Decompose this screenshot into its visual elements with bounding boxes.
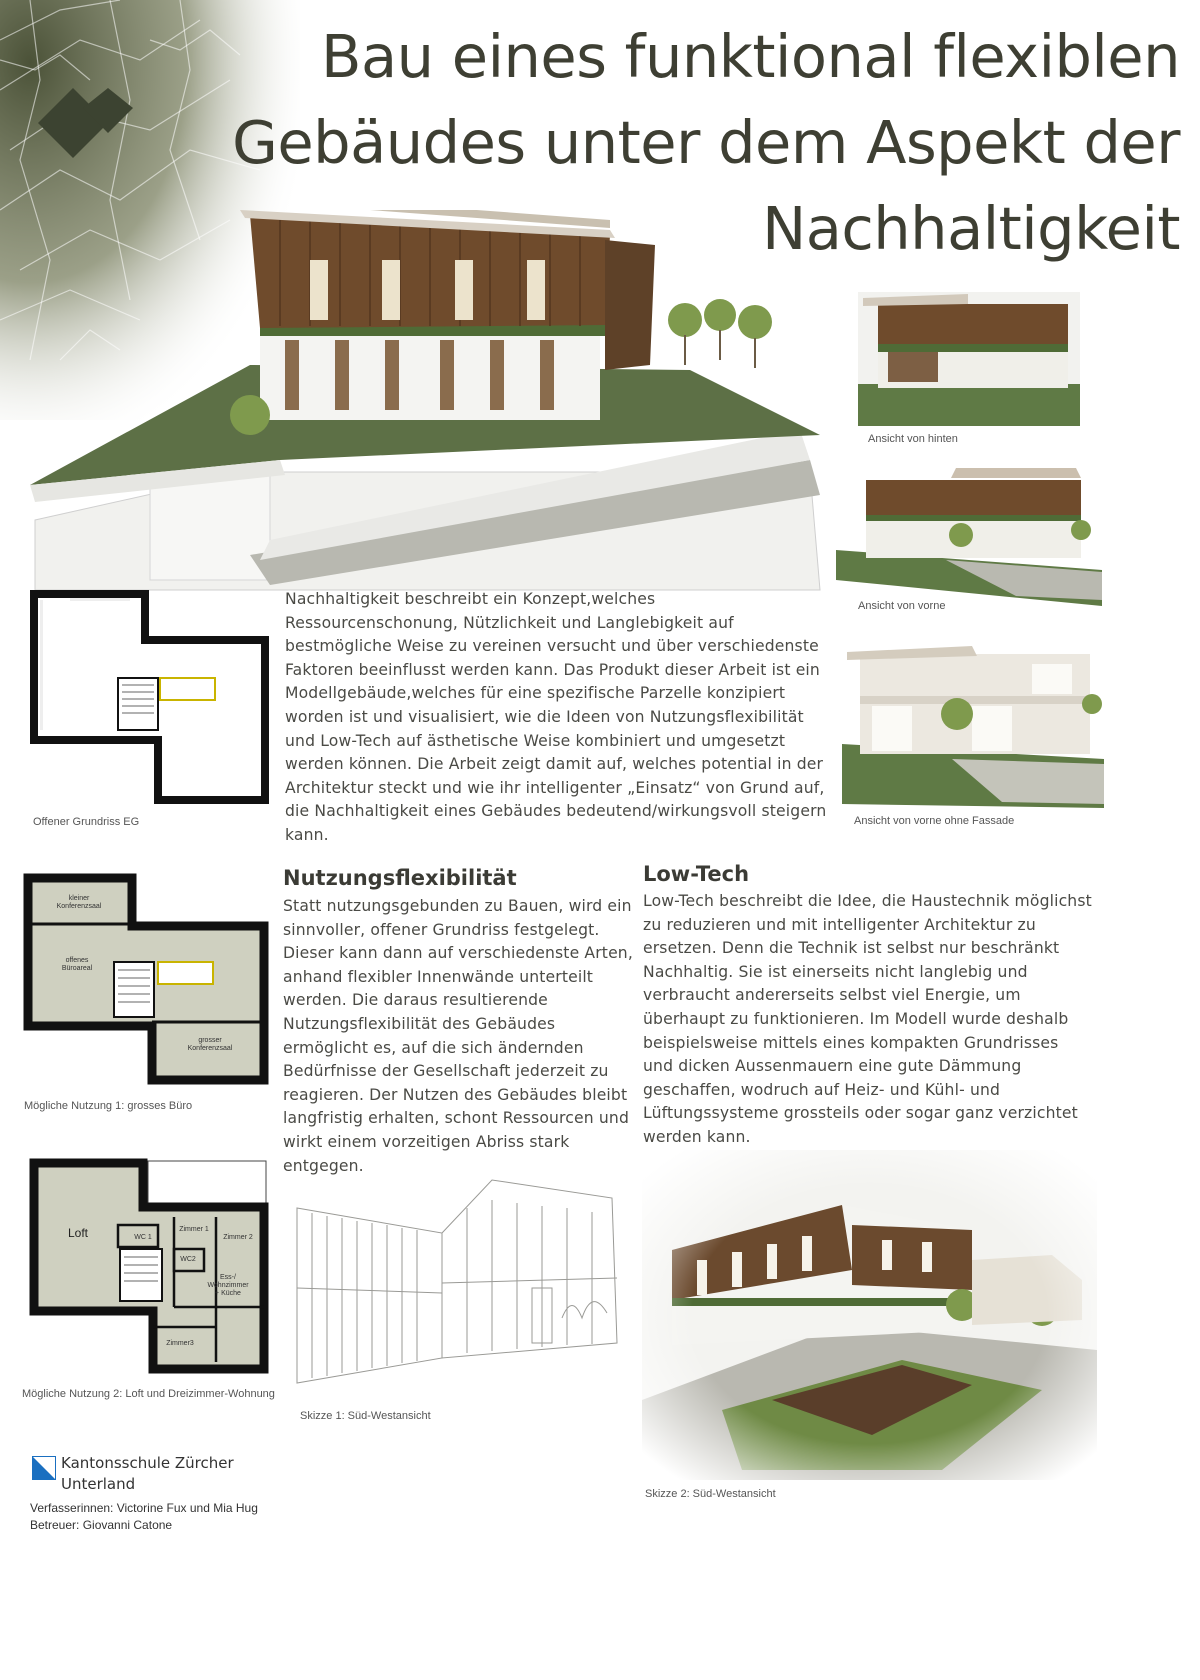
intro-text: Nachhaltigkeit beschreibt ein Konzept,welches Ressourcenschonung, Nützlichkeit und Langlebigkeit auf bestmögliche Weise zu vereinen versucht und über verschiedenste Faktoren beeinflusst werden kann. Das Produkt dieser Arbeit ist ein Modellgebäude,welches für eine spezifische Parzelle konzipiert worden ist und visualisiert, wie die Ideen von Nutzungsflexibilität und Low-Tech auf ästhetische Weise kombiniert und umgesetzt werden können. Die Arbeit zeigt damit auf, welches potential in der Architektur steckt und wie ihr intelligenter „Einsatz“ von Grund auf, die Nachhaltigkeit eines Gebäudes bedeutend/wirkungsvoll steigern kann. [285,590,827,844]
sketch-1-image [292,1168,626,1400]
caption-sketch2: Skizze 2: Süd-Westansicht [645,1488,776,1500]
plan-label-kitchen-2: Wohnzimmer [207,1282,249,1289]
credits-supervisor: Betreuer: Giovanni Catone [30,1518,173,1532]
plan-label-loft: Loft [67,1226,89,1240]
text-flexibility: Statt nutzungsgebunden zu Bauen, wird ein sinnvoller, offener Grundriss festgelegt. Dieser kann dann auf verschiedenste Arten, anhand flexibler Innenwände unterteilt werden. Die daraus resultierende Nutzungsflexibilität des Gebäudes ermöglicht es, auf die sich ändernden Bedürfnisse der Gesellschaft jederzeit zu reagieren. Der Nutzen des Gebäudes bleibt langfristig erhalten, schont Ressourcen und wirkt einem vorzeitigen Abriss stark entgegen. [283,897,633,1175]
plan-label-big-conf-1: grosser [198,1037,222,1044]
title-line-3: Nachhaltigkeit [762,194,1180,263]
floorplan-open-ground-floor [30,590,270,805]
plan-label-zimmer1: Zimmer 1 [179,1226,209,1233]
sketch-2-image [642,1150,1097,1480]
school-name-line2: Unterland [61,1475,136,1493]
text-lowtech: Low-Tech beschreibt die Idee, die Haustechnik möglichst zu reduzieren und mit intelligenter Architektur zu ersetzen. Denn die Technik ist selbst nur beschränkt Nachhaltig. Sie ist einerseits nicht langlebig und verbraucht andererseits selbst viel Energie, um überhaupt zu funktionieren. Im Modell wurde deshalb beispielsweise mittels eines kompakten Grundrisses und dicken Aussenmauern eine gute Dämmung geschaffen, wodruch auf Heiz- und Kühl- und Lüftungssysteme grossteils oder sogar ganz verzichtet werden kann. [643,892,1092,1146]
caption-front-view: Ansicht von vorne [858,600,946,612]
floorplan-loft-apartment [28,1157,270,1375]
caption-plan-use2: Mögliche Nutzung 2: Loft und Dreizimmer-Wohnung [22,1388,275,1400]
plan-label-kitchen-3: + Küche [215,1290,241,1297]
main-model-photo [30,210,830,600]
caption-plan-open: Offener Grundriss EG [33,816,140,828]
plan-label-big-conf-2: Konferenzsaal [187,1045,233,1052]
plan-label-small-conf-1: kleiner [68,895,90,902]
heading-lowtech: Low-Tech [643,862,750,886]
title-line-2: Gebäudes unter dem Aspekt der [232,108,1180,177]
caption-back-view: Ansicht von hinten [868,433,958,445]
school-name [61,1453,234,1495]
plan-label-wc1: WC 1 [134,1234,152,1241]
caption-sketch1: Skizze 1: Süd-Westansicht [300,1410,431,1422]
plan-label-open-office-1: offenes [65,957,89,964]
plan-label-zimmer3: Zimmer3 [166,1340,194,1347]
brand-logo-icon [38,88,133,158]
photo-front-view [836,460,1102,606]
photo-front-no-facade [842,644,1104,808]
floorplan-office-use [22,872,270,1087]
photo-back-view [858,292,1080,426]
credits [30,1500,258,1534]
plan-label-kitchen-1: Ess-/ [220,1274,236,1281]
credits-authors: Verfasserinnen: Victorine Fux und Mia Hug [30,1501,258,1515]
heading-flexibility: Nutzungsflexibilität [283,866,517,890]
plan-label-zimmer2: Zimmer 2 [223,1234,253,1241]
caption-front-no-facade: Ansicht von vorne ohne Fassade [854,815,1015,827]
school-name-line1: Kantonsschule Zürcher [61,1454,234,1472]
plan-label-small-conf-2: Konferenzsaal [56,903,102,910]
title-line-1: Bau eines funktional flexiblen [321,22,1180,91]
plan-label-wc2: WC2 [180,1256,196,1263]
canton-logo-icon [32,1456,56,1480]
caption-plan-use1: Mögliche Nutzung 1: grosses Büro [24,1100,193,1112]
plan-label-open-office-2: Büroareal [61,965,93,972]
